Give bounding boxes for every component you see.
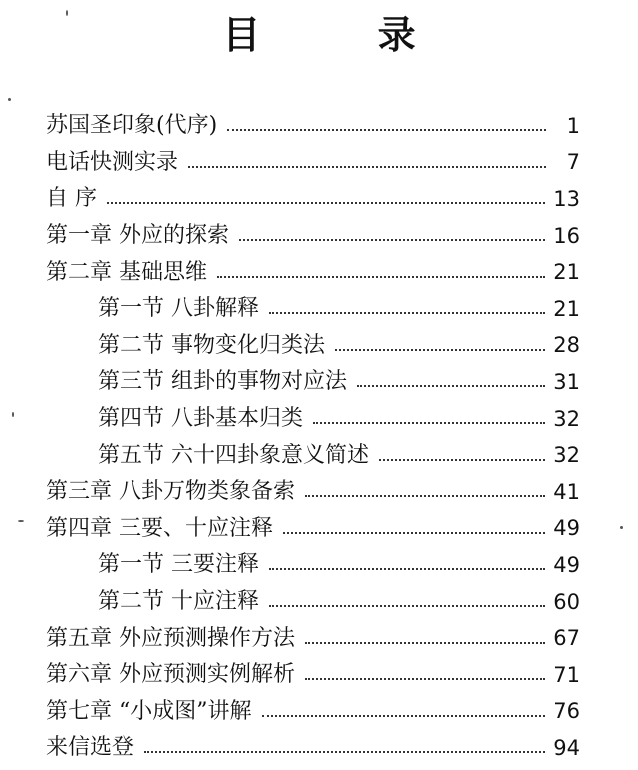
toc-entry-label: 第五节 六十四卦象意义简述 <box>98 442 369 468</box>
toc-entry[interactable] <box>0 584 638 621</box>
toc-entry[interactable] <box>0 730 638 767</box>
toc-entry-page: 32 <box>553 406 580 431</box>
dot-leader <box>379 459 545 461</box>
scan-speck <box>12 412 14 417</box>
toc-entry[interactable] <box>0 364 638 401</box>
dot-leader <box>227 129 546 131</box>
toc-entry-label: 第四节 八卦基本归类 <box>98 406 303 432</box>
toc-entry[interactable] <box>0 474 638 511</box>
page-title: 目 录 <box>222 12 468 57</box>
toc-entry[interactable] <box>0 694 638 731</box>
toc-entry-page: 76 <box>553 699 580 724</box>
toc-entry-page: 49 <box>553 552 580 577</box>
table-of-contents <box>0 108 638 767</box>
toc-entry-page: 32 <box>553 443 580 468</box>
toc-entry-label: 第一章 外应的探索 <box>46 223 229 249</box>
toc-entry-label: 第一节 三要注释 <box>98 552 259 578</box>
dot-leader <box>305 642 545 644</box>
toc-entry[interactable] <box>0 218 638 255</box>
scan-speck <box>620 526 623 529</box>
toc-entry-label: 第二节 事物变化归类法 <box>98 332 325 358</box>
toc-entry[interactable] <box>0 254 638 291</box>
toc-entry-page: 31 <box>553 369 580 394</box>
dot-leader <box>313 422 545 424</box>
toc-entry-page: 94 <box>553 735 580 760</box>
dot-leader <box>269 312 545 314</box>
toc-entry-label: 第二节 十应注释 <box>98 589 259 615</box>
dot-leader <box>283 532 545 534</box>
toc-entry-label: 第四章 三要、十应注释 <box>46 515 273 541</box>
toc-entry[interactable] <box>0 291 638 328</box>
toc-entry-page: 28 <box>553 333 580 358</box>
scan-speck <box>66 10 68 16</box>
toc-entry[interactable] <box>0 108 638 145</box>
toc-entry[interactable] <box>0 547 638 584</box>
toc-entry-page: 13 <box>553 186 580 211</box>
toc-entry-label: 自 序 <box>46 186 97 212</box>
dot-leader <box>269 605 545 607</box>
scan-speck <box>18 520 24 522</box>
toc-entry-label: 第三章 八卦万物类象备索 <box>46 479 295 505</box>
dot-leader <box>239 239 545 241</box>
toc-entry-label: 来信选登 <box>46 735 135 761</box>
toc-entry[interactable] <box>0 328 638 365</box>
dot-leader <box>305 678 545 680</box>
toc-entry[interactable] <box>0 657 638 694</box>
toc-entry-page: 41 <box>553 479 580 504</box>
scan-speck <box>8 98 11 101</box>
toc-entry-page: 21 <box>553 260 580 285</box>
toc-entry[interactable] <box>0 401 638 438</box>
dot-leader <box>305 495 545 497</box>
toc-entry[interactable] <box>0 511 638 548</box>
toc-entry-label: 第六章 外应预测实例解析 <box>46 662 295 688</box>
toc-entry-page: 21 <box>553 296 580 321</box>
toc-entry-page: 1 <box>566 113 580 138</box>
toc-entry-label: 第一节 八卦解释 <box>98 296 259 322</box>
toc-entry-page: 49 <box>553 516 580 541</box>
toc-entry-page: 67 <box>553 626 580 651</box>
toc-entry[interactable] <box>0 145 638 182</box>
dot-leader <box>262 715 546 717</box>
toc-entry[interactable] <box>0 620 638 657</box>
toc-entry[interactable] <box>0 437 638 474</box>
toc-entry-page: 60 <box>553 589 580 614</box>
dot-leader <box>269 568 545 570</box>
dot-leader <box>335 349 545 351</box>
toc-entry-page: 71 <box>553 662 580 687</box>
toc-entry-label: 电话快测实录 <box>46 149 179 175</box>
dot-leader <box>357 385 545 387</box>
dot-leader <box>217 276 545 278</box>
toc-entry-page: 16 <box>553 223 580 248</box>
toc-entry-label: 苏国圣印象(代序) <box>46 113 218 139</box>
toc-entry[interactable] <box>0 181 638 218</box>
toc-entry-page: 7 <box>566 150 580 175</box>
dot-leader <box>107 202 545 204</box>
dot-leader <box>188 166 546 168</box>
dot-leader <box>144 751 545 753</box>
toc-entry-label: 第三节 组卦的事物对应法 <box>98 369 347 395</box>
toc-entry-label: 第五章 外应预测操作方法 <box>46 625 295 651</box>
toc-entry-label: 第二章 基础思维 <box>46 259 207 285</box>
toc-entry-label: 第七章 “小成图”讲解 <box>46 698 252 724</box>
